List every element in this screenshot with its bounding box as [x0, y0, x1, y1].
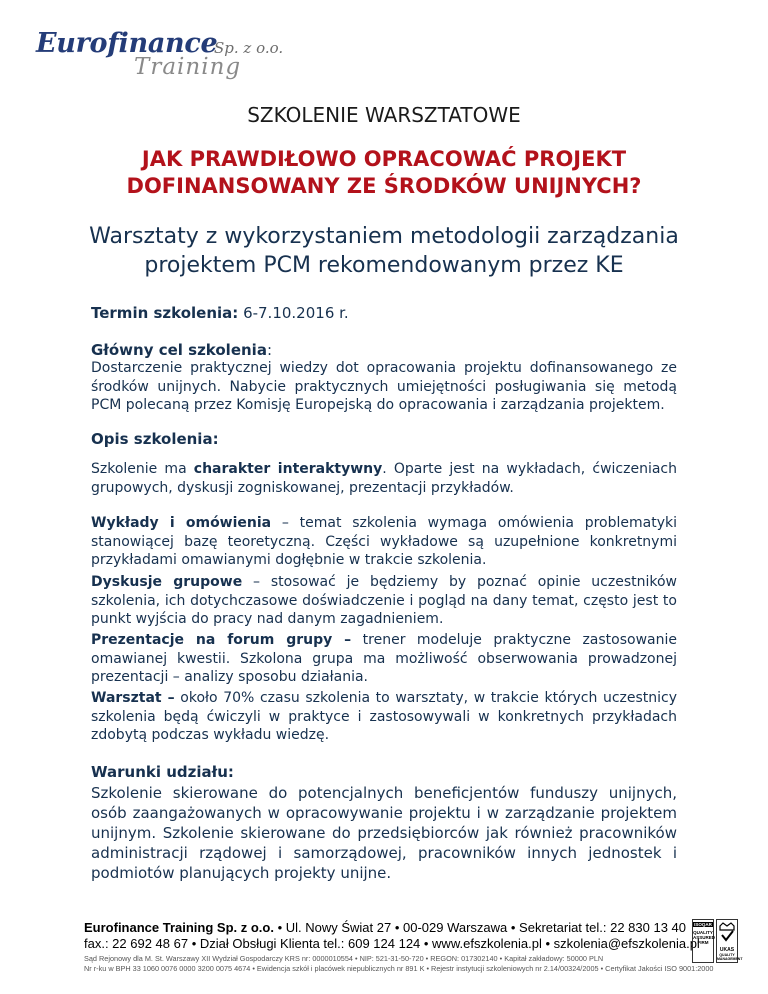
- training-date-value: 6-7.10.2016 r.: [243, 304, 349, 322]
- method-item: [91, 573, 677, 629]
- ukas-badge-text: UKAS: [719, 947, 735, 953]
- training-date-label: Termin szkolenia:: [91, 304, 239, 322]
- document-title: [0, 146, 768, 200]
- crown-check-icon: [717, 922, 737, 944]
- method-item: [91, 631, 677, 687]
- document-kicker: SZKOLENIE WARSZTATOWE: [247, 103, 521, 127]
- subtitle-line: Warsztaty z wykorzystaniem metodologii zarządzania: [89, 224, 679, 249]
- certification-badges: [692, 919, 743, 981]
- description-heading: Opis szkolenia:: [91, 430, 219, 448]
- method-item-title: Dyskusje grupowe: [91, 574, 243, 590]
- conditions-text: Szkolenie skierowane do potencjalnych beneficjentów funduszy unijnych, osób zaangażowanych w opracowywanie projektu i w zarządzanie projektem unijnym. Szkolenie skierowane do przedsiębiorców jak również pracowników administracji rządowej i samorządowej, pracowników innych jednostek i podmiotów planujących projekty unijne.: [91, 784, 677, 882]
- goal-heading: [91, 341, 677, 360]
- description-intro: [91, 460, 677, 497]
- description-intro-post: . Oparte jest na wykładach, ćwiczeniach grupowych, dyskusji zogniskowanej, prezentacji przykładów.: [91, 461, 677, 496]
- footer-line-contact: fax.: 22 692 48 67 • Dział Obsługi Klienta tel.: 609 124 124 • www.efszkolenia.pl • szkolenia@efszkolenia.pl: [84, 936, 700, 951]
- title-line: JAK PRAWDIŁOWO OPRACOWAĆ PROJEKT: [141, 147, 627, 171]
- description-intro-bold: charakter interaktywny: [193, 461, 383, 477]
- title-line: DOFINANSOWANY ZE ŚRODKÓW UNIJNYCH?: [126, 174, 642, 198]
- goal-heading-colon: :: [266, 341, 273, 359]
- method-item-title: Wykłady i omówienia: [91, 515, 272, 531]
- footer-line-bank: Nr r-ku w BPH 33 1060 0076 0000 3200 0075 4674 • Ewidencja szkół i placówek niepublicznych nr 891 K • Rejestr instytucji szkoleniowych nr 2.14/00324/2005 • Certyfikat Jakości ISO 9001:2000: [84, 964, 714, 973]
- method-item-title: Prezentacje na forum grupy –: [91, 632, 352, 648]
- isoqar-badge-text: QUALITY: [693, 930, 713, 935]
- isoqar-badge-text: ISOQAR: [694, 922, 712, 927]
- description-intro-pre: Szkolenie ma: [91, 461, 194, 477]
- footer-address: • Ul. Nowy Świat 27 • 00-029 Warszawa • Sekretariat tel.: 22 830 13 40: [273, 920, 687, 935]
- document-subtitle: [0, 222, 768, 280]
- isoqar-badge-text: FIRM: [697, 940, 709, 945]
- footer-line-registry: Sąd Rejonowy dla M. St. Warszawy XII Wydział Gospodarczy KRS nr: 0000010554 • NIP: 521-31-50-720 • REGON: 017302140 • Kapitał zakładowy: 50000 PLN: [84, 954, 604, 963]
- method-item-text: – temat szkolenia wymaga omówienia problematyki stanowiącej bazę teoretyczną. Części wykładowe są uzupełnione konkretnymi przykładami omawianymi dogłębnie w trakcie szkolenia.: [91, 515, 677, 568]
- method-item: [91, 689, 677, 745]
- method-item: [91, 514, 677, 570]
- goal-text: Dostarczenie praktycznej wiedzy dot opracowania projektu dofinansowanego ze środków unijnych. Nabycie praktycznych umiejętności posługiwania się metodą PCM polecaną przez Komisję Europejską do opracowania i zarządzania projektem.: [91, 360, 677, 413]
- method-item-title: Warsztat –: [91, 690, 175, 706]
- method-item-text: około 70% czasu szkolenia to warsztaty, w trakcie których uczestnicy szkolenia będą ćwiczyli w praktyce i zastosowywali w konkretnych przykładach zdobytą podczas wykładu wiedzę.: [91, 690, 678, 743]
- ukas-badge-text: QUALITY: [719, 953, 735, 957]
- goal-heading-text: Główny cel szkolenia: [91, 341, 267, 359]
- method-item-text: – stosować je będziemy by poznać opinie uczestników szkolenia, ich dotychczasowe doświadczenie i pogląd na dany temat, często jest to punkt wyjścia do pracy nad danym zagadnieniem.: [91, 574, 677, 627]
- isoqar-badge: [692, 919, 714, 963]
- training-date: [91, 304, 677, 323]
- ukas-badge-text: MANAGEMENT: [717, 957, 743, 961]
- method-item-text: trener modeluje praktyczne zastosowanie omawianej kwestii. Szkolona grupa ma możliwość obserwowania prowadzonej prezentacji – analizy sposobu działania.: [91, 632, 677, 685]
- ukas-badge: [716, 919, 743, 963]
- footer-line-address: [84, 920, 688, 936]
- logo-script-text: Training: [134, 54, 242, 80]
- subtitle-line: projektem PCM rekomendowanym przez KE: [144, 253, 624, 278]
- isoqar-badge-text: ASSURED: [693, 935, 716, 940]
- company-logo: [36, 26, 296, 82]
- conditions-heading: Warunki udziału:: [91, 763, 234, 781]
- footer-company: Eurofinance Training Sp. z o.o.: [84, 920, 274, 935]
- logo-suffix-text: Sp. z o.o.: [214, 39, 284, 57]
- logo-main-text: Eurofinance: [36, 28, 218, 59]
